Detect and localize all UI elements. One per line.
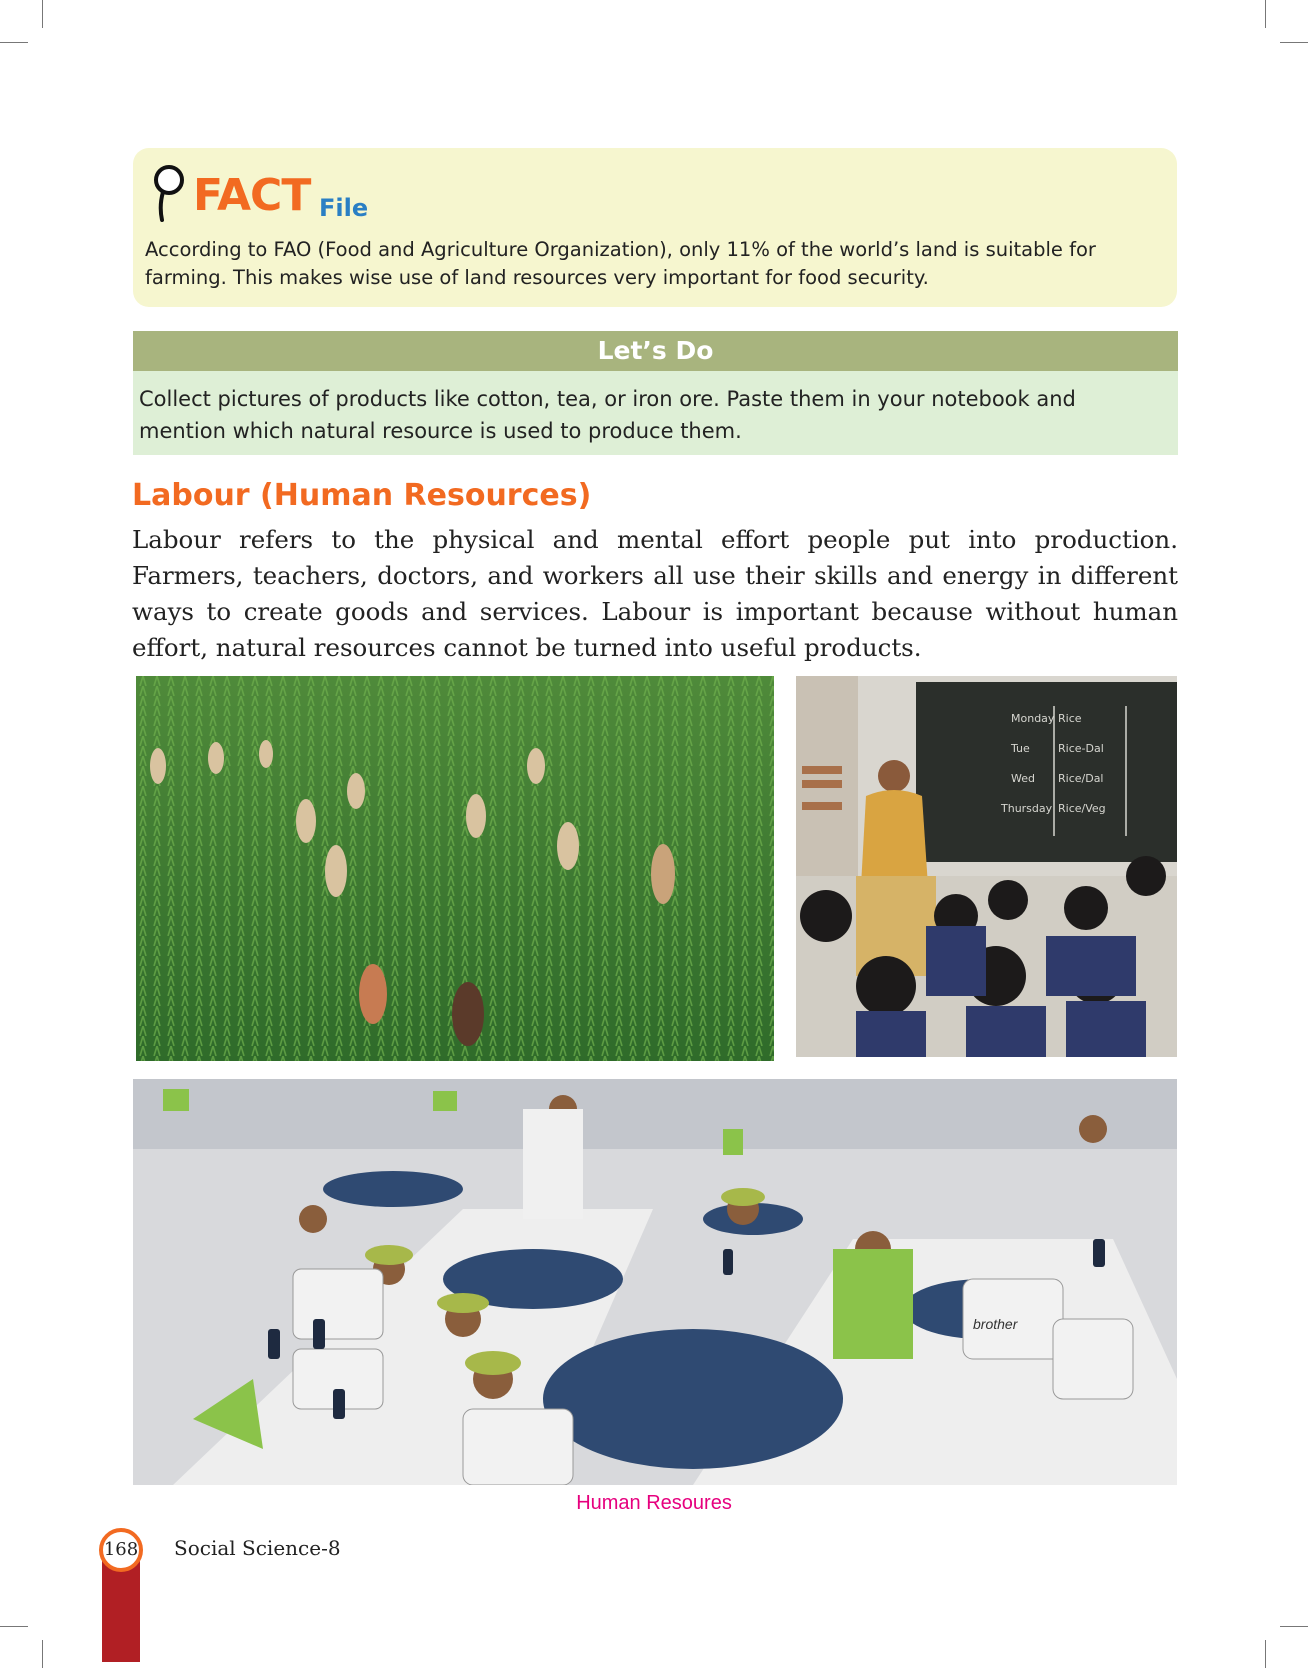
photo-teacher-classroom: [796, 676, 1177, 1057]
crop-mark: [0, 42, 28, 43]
fact-subtitle: File: [319, 194, 369, 222]
machine-brand-label: brother: [973, 1316, 1018, 1332]
factory-scene: [133, 1079, 1177, 1485]
farm-scene: [136, 676, 774, 1061]
blackboard-word: Tue: [1011, 742, 1030, 755]
blackboard-word: Monday: [1011, 712, 1055, 725]
crop-mark: [42, 1640, 43, 1668]
page-number: 168: [99, 1528, 143, 1572]
blackboard-word: Rice/Veg: [1058, 802, 1106, 815]
fact-text: According to FAO (Food and Agriculture Organization), only 11% of the world’s land is suitable for farming. This makes wise use of land resources very important for food security.: [145, 238, 1096, 289]
fact-file-box: [133, 148, 1177, 307]
section-paragraph: Labour refers to the physical and mental effort people put into production. Farmers, teachers, doctors, and workers all use their skills and energy in different ways to create goods and services. Labour is important because without human effort, natural resources cannot be turned into useful products.: [132, 525, 1178, 662]
crop-mark: [1280, 1626, 1308, 1627]
figure-caption: Human Resoures: [576, 1492, 732, 1514]
crop-mark: [1280, 42, 1308, 43]
crop-mark: [42, 0, 43, 28]
section-heading: Labour (Human Resources): [132, 478, 592, 513]
crop-mark: [1265, 0, 1266, 28]
crop-mark: [1265, 1640, 1266, 1668]
classroom-scene: [796, 676, 1177, 1057]
blackboard-word: Rice-Dal: [1058, 742, 1104, 755]
lets-do-header: Let’s Do: [133, 331, 1178, 371]
blackboard-word: Thursday: [1001, 802, 1053, 815]
fact-title: FACT: [193, 170, 311, 221]
blackboard-word: Rice/Dal: [1058, 772, 1104, 785]
photo-farmers-field: [136, 676, 774, 1061]
crop-mark: [0, 1626, 28, 1627]
blackboard-word: Wed: [1011, 772, 1035, 785]
magnifier-icon: [149, 162, 185, 222]
lets-do-box: [133, 371, 1178, 455]
photo-garment-factory: [133, 1079, 1177, 1485]
book-title: Social Science-8: [174, 1536, 341, 1560]
lets-do-text: Collect pictures of products like cotton, tea, or iron ore. Paste them in your notebook and mention which natural resource is used to produce them.: [139, 387, 1076, 443]
blackboard-word: Rice: [1058, 712, 1082, 725]
